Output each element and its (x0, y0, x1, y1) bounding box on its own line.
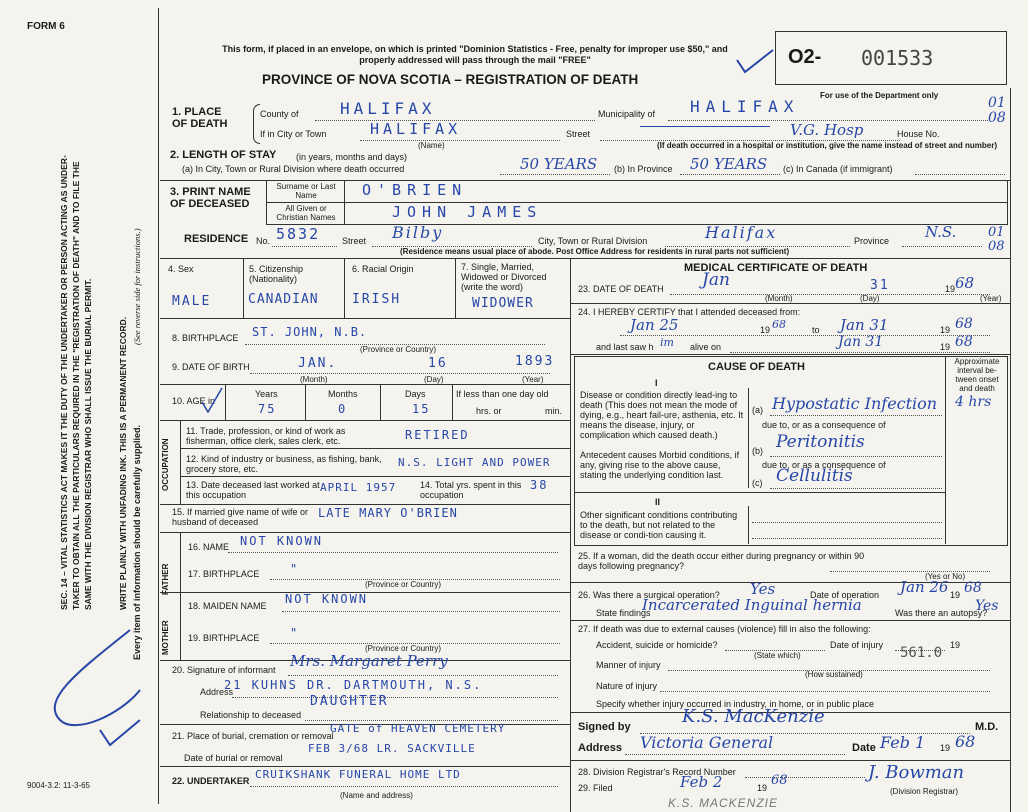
given-label: All Given or Christian Names (276, 204, 336, 222)
q14-value: 38 (530, 478, 549, 492)
q28-label: 28. Division Registrar's Record Number (578, 767, 736, 777)
attended-to-year: 68 (955, 316, 973, 332)
stay-a-label: (a) In City, Town or Rural Division where death occurred (182, 164, 405, 174)
age-years: 75 (258, 402, 277, 416)
print-name-label: 3. PRINT NAME OF DECEASED (170, 186, 251, 210)
cause-c: Cellulitis (776, 466, 853, 486)
physician-date: Feb 1 (880, 733, 926, 752)
injury-date-label: Date of injury (830, 640, 884, 650)
dob-month-label: (Month) (300, 375, 328, 384)
father-name-label: 16. NAME (188, 542, 230, 552)
margin-pen-scribble (40, 620, 170, 750)
death-year-label: (Year) (980, 294, 1002, 303)
sex-label: 4. Sex (168, 264, 194, 274)
mother-name: NOT KNOWN (285, 592, 369, 606)
attended-to: Jan 31 (840, 316, 889, 334)
registrar-signature: J. Bowman (868, 762, 965, 783)
dob-year: 1893 (515, 354, 555, 369)
relationship-label: Relationship to deceased (200, 710, 302, 720)
margin-every-item: Every item of information should be carefully supplied. (132, 424, 142, 660)
citizenship-label: 5. Citizenship (Nationality) (249, 264, 304, 284)
operation-value: Yes (750, 580, 776, 598)
autopsy-value: Yes (975, 598, 999, 614)
burial-place-label: 21. Place of burial, cremation or removal (172, 731, 334, 741)
county-value: HALIFAX (340, 99, 436, 118)
medical-title: MEDICAL CERTIFICATE OF DEATH (684, 262, 868, 274)
margin-write-plainly: WRITE PLAINLY WITH UNFADING INK. THIS IS A PERMANENT RECORD. (118, 316, 128, 610)
residence-no: 5832 (276, 225, 321, 243)
checkmark-icon (735, 48, 775, 78)
stay-b-value: 50 YEARS (690, 155, 768, 173)
residence-province: N.S. (925, 223, 957, 241)
state-which-label: (State which) (754, 651, 801, 660)
yes-no-label: (Yes or No) (925, 572, 966, 581)
findings-label: State findings (596, 608, 651, 618)
due-label-1: due to, or as a consequence of (762, 420, 886, 430)
age-years-label: Years (255, 389, 278, 399)
residence-label: RESIDENCE (184, 233, 249, 245)
stay-b-label: (b) In Province (614, 164, 673, 174)
manner-label: Manner of injury (596, 660, 661, 670)
mother-side-label: MOTHER (161, 620, 170, 655)
q11-label: 11. Trade, profession, or kind of work as fisherman, office clerk, sales clerk, etc. (186, 426, 346, 446)
op-date-label: Date of operation (810, 590, 880, 600)
attended-from: Jan 25 (630, 316, 679, 334)
given-value: JOHN JAMES (392, 203, 543, 221)
form-title: PROVINCE OF NOVA SCOTIA – REGISTRATION OF DEATH (262, 72, 639, 87)
citizenship-value: CANADIAN (248, 292, 319, 307)
section-1-label: I (655, 378, 658, 388)
mother-birth-note: (Province or Country) (365, 644, 442, 653)
birthplace-value: ST. JOHN, N.B. (252, 325, 368, 339)
city-value: HALIFAX (370, 120, 462, 138)
father-side-label: FATHER (161, 563, 170, 595)
death-day-label: (Day) (860, 294, 880, 303)
residence-city-label: City, Town or Rural Division (538, 236, 648, 246)
findings-value: Incarcerated Inguinal hernia (642, 596, 862, 614)
icd-code: 561.0 (900, 645, 943, 661)
physician-date-year: 68 (955, 732, 976, 751)
stay-c-label: (c) In Canada (if immigrant) (783, 164, 893, 174)
approx-interval-label: Approximate interval be-tween onset and death (954, 357, 1000, 393)
q14-label: 14. Total yrs. spent in this occupation (420, 480, 522, 500)
racial-value: IRISH (352, 292, 402, 307)
physician-signature: K.S. MacKenzie (682, 706, 825, 727)
informant-label: 20. Signature of informant (172, 665, 276, 675)
stay-a-value: 50 YEARS (520, 155, 598, 173)
age-min-label: min. (545, 406, 563, 416)
municipality-value: HALIFAX (690, 97, 800, 116)
dob-day: 16 (428, 356, 448, 371)
burial-date: FEB 3/68 LR. SACKVILLE (308, 742, 476, 755)
md-label: M.D. (975, 721, 999, 733)
mackenzie-stamp: K.S. MACKENZIE (668, 796, 779, 810)
city-label: If in City or Town (260, 129, 327, 139)
burial-date-label: Date of burial or removal (184, 753, 283, 763)
cause-a-interval: 4 hrs (955, 394, 992, 410)
age-checkmark-icon (200, 386, 224, 416)
cause-a: Hypostatic Infection (772, 394, 938, 413)
q27-label: 27. If death was due to external causes (violence) fill in also the following: (578, 624, 871, 634)
street-value: V.G. Hosp (790, 121, 864, 139)
other-conditions-label: Other significant conditions contributing to the death, but not related to the disease or condi-tion causing it. (580, 510, 738, 540)
death-year: 68 (955, 274, 975, 292)
registration-number-box (775, 31, 1007, 85)
occupation-side-label: OCCUPATION (161, 438, 170, 492)
filed-date: Feb 2 (680, 773, 723, 791)
informant-signature: Mrs. Margaret Perry (290, 652, 448, 670)
place-codes: 01 08 (988, 95, 1006, 126)
undertaker-note: (Name and address) (340, 791, 413, 800)
q13-label: 13. Date deceased last worked at this occupation (186, 480, 320, 500)
specify-label: Specify whether injury occurred in industry, in home, or in public place (596, 699, 874, 709)
physician-address-label: Address (578, 742, 623, 754)
stay-sub: (in years, months and days) (296, 152, 408, 162)
relationship-value: DAUGHTER (310, 694, 389, 709)
undertaker-label: 22. UNDERTAKER (172, 776, 250, 786)
marital-value: WIDOWER (472, 296, 534, 311)
how-sustained-label: (How sustained) (805, 670, 863, 679)
hospital-note: (If death occurred in a hospital or institution, give the name instead of street and number) (656, 141, 997, 150)
form-code: 9004-3.2: 11-3-65 (27, 781, 91, 790)
q25-label: 25. If a woman, did the death occur either during pregnancy or within 90 days following pregnancy? (578, 551, 865, 571)
surname-label: Surname or Last Name (276, 182, 336, 200)
informant-address: 21 KUHNS DR. DARTMOUTH, N.S. (224, 678, 483, 692)
residence-province-label: Province (854, 236, 890, 246)
dob-month: JAN. (298, 356, 338, 371)
dob-year-label: (Year) (522, 375, 544, 384)
autopsy-label: Was there an autopsy? (895, 608, 988, 618)
marital-label: 7. Single, Married, Widowed or Divorced (write the word) (461, 262, 547, 292)
street-label: Street (566, 129, 591, 139)
form-label: FORM 6 (27, 21, 65, 32)
filed-year: 68 (771, 773, 788, 788)
physician-address: Victoria General (640, 733, 774, 752)
dob-label: 9. DATE OF BIRTH (172, 362, 250, 372)
surname-value: O'BRIEN (362, 181, 468, 199)
undertaker-value: CRUIKSHANK FUNERAL HOME LTD (255, 768, 461, 781)
municipality-label: Municipality of (598, 109, 656, 119)
age-days: 15 (412, 402, 431, 416)
county-label: County of (260, 109, 299, 119)
q12-label: 12. Kind of industry or business, as fishing, bank, grocery store, etc. (186, 454, 382, 474)
mother-birth: " (290, 626, 300, 640)
mother-birth-label: 19. BIRTHPLACE (188, 633, 260, 643)
q13-value: APRIL 1957 (320, 481, 397, 494)
residence-street-label: Street (342, 236, 367, 246)
residence-no-label: No. (256, 236, 271, 246)
age-hrs-label: hrs. or (476, 406, 502, 416)
due-label-2: due to, or as a consequence of (762, 460, 886, 470)
death-month-label: (Month) (765, 294, 793, 303)
alive-on-label: alive on (690, 342, 722, 352)
attended-from-year: 68 (772, 318, 786, 331)
birthplace-note: (Province or Country) (360, 345, 437, 354)
sex-value: MALE (172, 294, 212, 309)
stay-label: 2. LENGTH OF STAY (170, 149, 277, 161)
father-birth-label: 17. BIRTHPLACE (188, 569, 260, 579)
mother-name-label: 18. MAIDEN NAME (188, 601, 267, 611)
mail-notice: This form, if placed in an envelope, on which is printed "Dominion Statistics - Free, penalty for improper use $50," and properly addressed will pass through the mail "FREE" (222, 44, 728, 65)
dob-day-label: (Day) (424, 375, 444, 384)
residence-codes: 01 08 (988, 225, 1005, 254)
place-of-death-label: 1. PLACE OF DEATH (172, 106, 228, 130)
age-less-label: If less than one day old (456, 389, 549, 399)
margin-reverse-note: (See reverse side for instructions.) (132, 228, 142, 345)
last-saw-label: and last saw h (596, 342, 654, 352)
age-months-label: Months (328, 389, 358, 399)
birthplace-label: 8. BIRTHPLACE (172, 333, 239, 343)
father-birth-note: (Province or Country) (365, 580, 442, 589)
residence-note: (Residence means usual place of abode. Post Office Address for residents in rural parts not sufficient) (400, 247, 790, 256)
father-birth: " (290, 562, 300, 576)
disease-label: Disease or condition directly lead-ing to death (This does not mean the mode of dying, e.g., heart fail-ure, asthenia, etc. It means the disease, injury, or complication which caused death.) (580, 390, 744, 440)
physician-date-label: Date (852, 742, 876, 754)
q23-label: 23. DATE OF DEATH (578, 284, 664, 294)
nature-label: Nature of injury (596, 681, 658, 691)
death-month: Jan (702, 270, 730, 290)
reg-number: 001533 (861, 46, 934, 70)
margin-instructions: SEC. 14 – VITAL STATISTICS ACT MAKES IT THE DUTY OF THE UNDERTAKER OR PERSON ACTING AS UNDER-TAKER TO OBTAIN ALL THE PARTICULARS REQUIRED IN THE "REGISTRATION OF DEATH" AND TO FILE THE SAME WITH THE DIVISION REGISTRAR WHO SHALL ISSUE THE BURIAL PERMIT. (59, 155, 93, 610)
house-label: House No. (897, 129, 940, 139)
signed-by-label: Signed by (578, 721, 631, 733)
antecedent-label: Antecedent causes Morbid conditions, if any, giving rise to the above cause, stating the underlying condition last. (580, 450, 740, 480)
alive-on: Jan 31 (838, 334, 884, 350)
cause-b: Peritonitis (776, 432, 865, 452)
q29-label: 29. Filed (578, 783, 613, 793)
spouse-label: 15. If married give name of wife or husband of deceased (172, 507, 309, 527)
dept-use: For use of the Department only (820, 91, 939, 100)
death-day: 31 (870, 278, 890, 293)
name-note: (Name) (418, 141, 445, 150)
q26-label: 26. Was there a surgical operation? (578, 590, 720, 600)
informant-address-label: Address (200, 687, 234, 697)
registrar-label: (Division Registrar) (890, 787, 959, 796)
q24-label: 24. I HEREBY CERTIFY that I attended deceased from: (578, 307, 801, 317)
cause-title: CAUSE OF DEATH (708, 361, 805, 373)
spouse-value: LATE MARY O'BRIEN (318, 506, 458, 520)
residence-street: Bilby (392, 223, 444, 242)
op-year: 68 (964, 580, 982, 596)
reg-prefix: O2- (788, 46, 822, 68)
last-saw-h: im (660, 336, 674, 349)
burial-place: GATE of HEAVEN CEMETERY (330, 722, 506, 735)
residence-city: Halifax (705, 223, 778, 242)
q11-value: RETIRED (405, 428, 470, 442)
struck-street (640, 126, 770, 127)
death-year-prefix: 19 (945, 284, 956, 294)
age-days-label: Days (405, 389, 426, 399)
q12-value: N.S. LIGHT AND POWER (398, 456, 551, 469)
alive-on-year: 68 (955, 334, 973, 350)
father-name: NOT KNOWN (240, 534, 324, 548)
racial-label: 6. Racial Origin (352, 264, 414, 274)
section-2-label: II (655, 497, 661, 507)
accident-label: Accident, suicide or homicide? (596, 640, 718, 650)
op-date: Jan 26 (900, 578, 949, 596)
age-months: 0 (338, 402, 348, 416)
age-label: 10. AGE in (172, 396, 216, 406)
